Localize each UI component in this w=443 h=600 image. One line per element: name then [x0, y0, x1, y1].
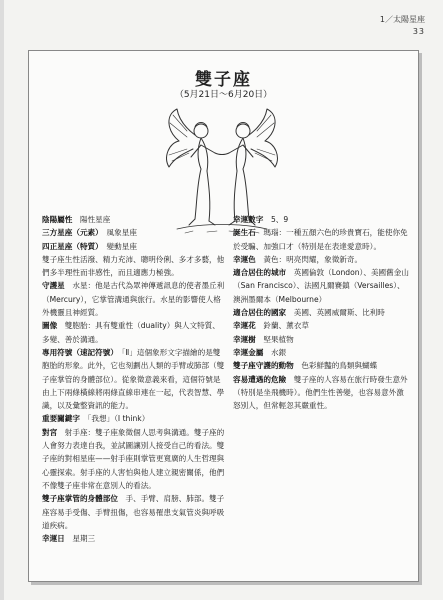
- cities-label: 適合居住的城市: [233, 268, 287, 278]
- lucky-numbers-label: 幸運數字: [233, 215, 264, 224]
- lucky-metal-value: 水銀: [270, 347, 287, 357]
- yin-yang-label: 陰陽屬性: [42, 215, 73, 224]
- sign-date-range: （5月21日～6月20日）: [174, 90, 273, 100]
- body-parts-value: 手、手臂、肩膀、肺部。雙子座容易手受傷、手臂扭傷，也容易罹患支氣管炎與呼吸道疾病。: [42, 494, 225, 530]
- page-number: 33: [412, 27, 425, 36]
- dangers-row: [233, 373, 409, 413]
- lucky-flower-row: [233, 319, 409, 332]
- animals-value: 色彩鮮豔的鳥類與蝴蝶: [301, 361, 378, 371]
- lucky-day-value: 星期三: [72, 534, 96, 544]
- polarity-row: [42, 426, 225, 492]
- cities-row: [233, 266, 409, 306]
- ruling-planet-row: [42, 279, 225, 319]
- animals-label: 雙子座守護的動物: [233, 361, 294, 371]
- countries-value: 美國、英國威爾斯、比利時: [293, 308, 385, 318]
- lucky-color-value: 黃色：明亮閃耀，象徵新奇。: [263, 254, 363, 264]
- glyph-row: [42, 346, 225, 412]
- countries-label: 適合居住的國家: [233, 308, 287, 318]
- triplicity-label: 三方星座（元素）: [42, 228, 99, 238]
- lucky-tree-label: 幸運樹: [233, 334, 256, 344]
- ruling-planet-value: 水星：他是古代為眾神傳遞訊息的使者墨丘利（Mercury），它掌管溝通與旅行。水星的影響使人格外機靈且神經質。: [42, 281, 225, 318]
- content-frame: [28, 50, 419, 582]
- quadruplicity-value: 變動星座: [106, 241, 137, 251]
- body-parts-label: 雙子座掌管的身體部位: [42, 494, 118, 504]
- quadruplicity-label: 四正星座（特質）: [42, 241, 99, 251]
- body-parts-row: [42, 492, 225, 532]
- lucky-day-row: [42, 532, 225, 545]
- triplicity-row: [42, 226, 225, 239]
- dangers-value: 雙子座的人容易在旅行時發生意外（特別是坐飛機時）。他們生性善變，也容易意外激怒別人，但常輕忽其嚴重性。: [233, 374, 408, 411]
- ruling-planet-label: 守護星: [42, 281, 65, 291]
- polarity-label: 對宮: [42, 427, 58, 437]
- keyword-row: [42, 412, 225, 425]
- polarity-value: 射手座：雙子座象徵個人思考與溝通。雙子座的人會努力表達自我，並試圖讓別人接受自己的看法。雙子座的對相星座——射手座則掌管更寬廣的人生哲理與心靈探索。射手座的人害怕與他人建立親密關係，他們不像雙子座非常在意別人的看法。: [42, 427, 225, 490]
- lucky-flower-label: 幸運花: [233, 321, 256, 331]
- page-spine-edge: [0, 0, 4, 600]
- image-row: [42, 319, 225, 346]
- birthstone-row: [233, 226, 409, 253]
- lucky-color-row: [233, 253, 409, 266]
- keyword-value: 「我想」（I think）: [87, 414, 150, 424]
- intro-paragraph: 雙子座生性活潑、精力充沛、聰明伶俐、多才多藝，他們多半理性而非感性，而且適應力極強。: [42, 254, 225, 278]
- right-column: [233, 213, 409, 412]
- birthstone-value: 瑪瑙：一種五顏六色的珍貴寶石，能使你免於受騙、加強口才（特別是在表達愛意時）。: [233, 228, 408, 251]
- running-head: 1／太陽星座: [379, 15, 425, 24]
- lucky-tree-row: [233, 333, 409, 346]
- lucky-day-label: 幸運日: [42, 534, 65, 544]
- lucky-flower-value: 鈴蘭、薰衣草: [263, 321, 309, 331]
- left-column: [42, 213, 225, 545]
- glyph-label: 專用符號（速記符號）: [42, 347, 115, 357]
- animals-row: [233, 359, 409, 372]
- dangers-label: 容易遭遇的危險: [233, 374, 287, 384]
- lucky-color-label: 幸運色: [233, 254, 256, 264]
- page-header: [380, 14, 425, 38]
- countries-row: [233, 306, 409, 319]
- lucky-numbers-row: [233, 213, 409, 226]
- triplicity-value: 風象星座: [106, 228, 137, 238]
- birthstone-label: 誕生石: [233, 228, 256, 238]
- yin-yang-row: [42, 213, 225, 226]
- image-label: 圖像: [42, 321, 58, 331]
- lucky-numbers-value: 5、9: [270, 215, 289, 224]
- glyph-value: 「Ⅱ」這個象形文字描繪的是雙胞胎的形象。此外，它也刻劃出人類的手臂或肺部（雙子座掌管的身體部位）。從象徵意義來看，這個符號是由上下兩條橫線將兩條直線串連在一起，代表智慧、學識，以及彙整資訊的能力。: [42, 347, 225, 411]
- cities-value: 英國倫敦（London）、美國舊金山（San Francisco）、法國凡爾賽鎮（Versailles）、澳洲墨爾本（Melbourne）: [233, 268, 409, 304]
- lucky-metal-label: 幸運金屬: [233, 347, 264, 357]
- lucky-tree-value: 堅果植物: [263, 334, 294, 344]
- keyword-label: 重要關鍵字: [42, 414, 80, 424]
- image-value: 雙胞胎：具有雙重性（duality）與人文特質、多變、善於溝通。: [42, 321, 220, 344]
- yin-yang-value: 陽性星座: [79, 215, 111, 224]
- sign-title: 雙子座: [195, 70, 252, 90]
- quadruplicity-row: [42, 240, 225, 253]
- lucky-metal-row: [233, 346, 409, 359]
